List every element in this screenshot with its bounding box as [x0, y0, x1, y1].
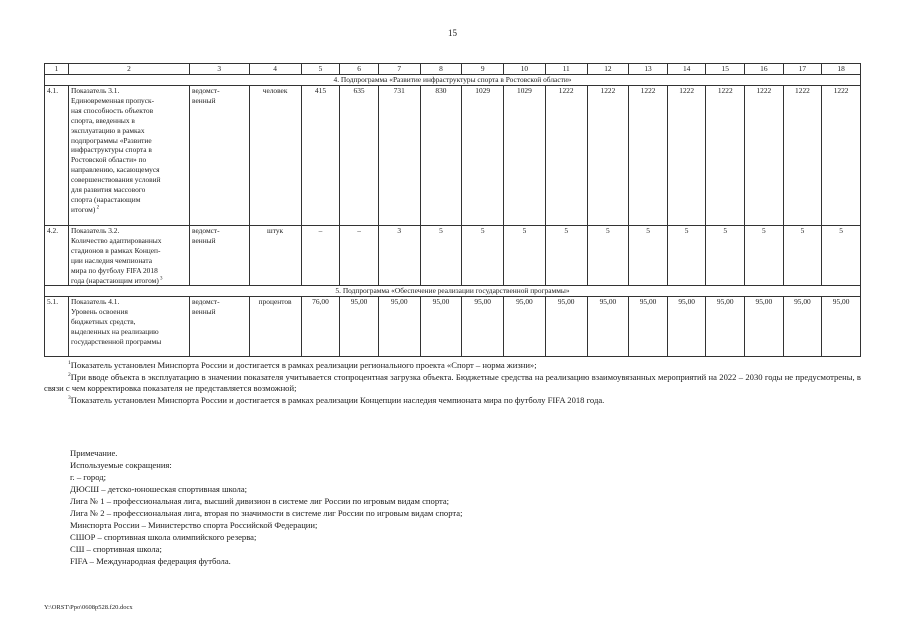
year-value: 415 — [301, 86, 340, 226]
unit: процентов — [249, 297, 301, 357]
name-line: бюджетных средств, — [71, 317, 136, 327]
year-value: – — [301, 226, 340, 286]
year-value: 1222 — [745, 86, 784, 226]
abbreviations-list — [70, 471, 860, 567]
footnote-mark: 2 — [68, 371, 71, 378]
column-number-3: 3 — [190, 64, 249, 75]
row-number: 5.1. — [45, 297, 69, 357]
table-row — [45, 297, 861, 357]
indicator-name — [69, 297, 190, 357]
row-number: 4.2. — [45, 226, 69, 286]
name-line: года (нарастающим итогом) $^3$ — [71, 275, 163, 285]
year-value: 5 — [706, 226, 745, 286]
indicator-type — [190, 297, 249, 357]
page-number: 15 — [448, 28, 457, 38]
column-number-4: 4 — [249, 64, 301, 75]
name-line: эксплуатацию в рамках — [71, 125, 145, 135]
name-line: стадионов в рамках Концеп- — [71, 245, 161, 255]
year-value: 95,00 — [706, 297, 745, 357]
year-value: 5 — [822, 226, 861, 286]
name-line: мира по футболу FIFA 2018 — [71, 265, 158, 275]
name-line: инфраструктуры спорта в — [71, 145, 152, 155]
footnote: $^1$Показатель установлен Минспорта России и достигается в рамках реализации регионального проекта «Спорт – норма жизни»; — [68, 360, 537, 370]
abbreviation-item: СШОР – спортивная школа олимпийского резерва; — [70, 532, 257, 542]
footnote-ref: 2 — [95, 205, 100, 211]
section-row — [45, 75, 861, 86]
unit: штук — [249, 226, 301, 286]
year-value: 5 — [667, 226, 706, 286]
name-line: Уровень освоения — [71, 307, 128, 317]
indicator-type — [190, 226, 249, 286]
name-line: направлению, касающемуся — [71, 165, 160, 175]
column-number-17: 17 — [783, 64, 822, 75]
column-number-13: 13 — [629, 64, 668, 75]
year-value: 830 — [420, 86, 462, 226]
year-value: 5 — [587, 226, 629, 286]
year-value: 731 — [378, 86, 420, 226]
year-value: 5 — [462, 226, 504, 286]
column-number-7: 7 — [378, 64, 420, 75]
column-number-2: 2 — [69, 64, 190, 75]
year-value: 1029 — [504, 86, 546, 226]
year-value: 1222 — [667, 86, 706, 226]
year-value: 1222 — [545, 86, 587, 226]
footnote-mark: 1 — [68, 360, 71, 367]
column-number-14: 14 — [667, 64, 706, 75]
year-value: 95,00 — [462, 297, 504, 357]
column-numbers-row — [45, 64, 861, 75]
type-line: венный — [192, 235, 216, 245]
notes-subheading: Используемые сокращения: — [70, 460, 172, 470]
section-title: 5. Подпрограмма «Обеспечение реализации государственной программы» — [45, 286, 861, 297]
column-number-16: 16 — [745, 64, 784, 75]
name-line: совершенствования условий — [71, 175, 161, 185]
year-value: 95,00 — [745, 297, 784, 357]
indicators-table — [44, 63, 861, 357]
column-number-8: 8 — [420, 64, 462, 75]
abbreviation-item: Лига № 2 – профессиональная лига, вторая по значимости в системе лиг России по игровым видам спорта; — [70, 508, 463, 518]
abbreviation-item: ДЮСШ – детско-юношеская спортивная школа; — [70, 484, 248, 494]
type-line: ведомст- — [192, 226, 220, 235]
column-number-9: 9 — [462, 64, 504, 75]
year-value: 95,00 — [378, 297, 420, 357]
column-number-18: 18 — [822, 64, 861, 75]
name-line: итогом) $^2$ — [71, 204, 100, 214]
year-value: – — [340, 226, 379, 286]
footnote-mark: 3 — [68, 394, 71, 401]
year-value: 95,00 — [783, 297, 822, 357]
year-value: 95,00 — [420, 297, 462, 357]
name-line: выделенных на реализацию — [71, 327, 159, 337]
year-value: 5 — [745, 226, 784, 286]
year-value: 5 — [629, 226, 668, 286]
name-line: государственной программы — [71, 337, 162, 347]
footnote-ref: 3 — [158, 276, 163, 282]
year-value: 95,00 — [587, 297, 629, 357]
section-row — [45, 286, 861, 297]
year-value: 95,00 — [629, 297, 668, 357]
year-value: 76,00 — [301, 297, 340, 357]
year-value: 1222 — [783, 86, 822, 226]
table-row — [45, 86, 861, 226]
row-number: 4.1. — [45, 86, 69, 226]
footnote: $^3$Показатель установлен Минспорта России и достигается в рамках реализации Концепции наследия чемпионата мира по футболу FIFA 2018 года. — [68, 394, 605, 405]
table-row — [45, 226, 861, 286]
year-value: 5 — [783, 226, 822, 286]
name-line: для развития массового — [71, 185, 146, 195]
indicator-name — [69, 226, 190, 286]
year-value: 1029 — [462, 86, 504, 226]
table-body — [45, 64, 861, 357]
name-line: Количество адаптированных — [71, 235, 162, 245]
name-line: спорта, введенных в — [71, 115, 135, 125]
column-number-5: 5 — [301, 64, 340, 75]
indicator-type — [190, 86, 249, 226]
year-value: 95,00 — [545, 297, 587, 357]
abbreviation-item: Лига № 1 – профессиональная лига, высший дивизион в системе лиг России по игровым видам спорта; — [70, 496, 450, 506]
column-number-11: 11 — [545, 64, 587, 75]
name-line: Ростовской области» по — [71, 155, 147, 165]
column-number-12: 12 — [587, 64, 629, 75]
footnote: $^2$При вводе объекта в эксплуатацию в значении показателя учитывается стопроцентная загрузка объекта. Бюджетные средства на реализацию взаимоувязанных мероприятий на 2022 – 2030 годы не предусмотрены, в связи с чем корректировка показателя не представляется возможной; — [44, 371, 861, 393]
name-line: Показатель 3.1. — [71, 86, 120, 95]
name-line: Показатель 4.1. — [71, 297, 120, 307]
year-value: 3 — [378, 226, 420, 286]
abbreviation-item: FIFA – Международная федерация футбола. — [70, 556, 231, 566]
file-path: Y:\ORST\Ppo\0608p528.f20.docx — [44, 604, 133, 611]
indicator-name — [69, 86, 190, 226]
column-number-10: 10 — [504, 64, 546, 75]
name-line: ции наследия чемпионата — [71, 255, 152, 265]
column-number-1: 1 — [45, 64, 69, 75]
type-line: венный — [192, 95, 216, 105]
column-number-15: 15 — [706, 64, 745, 75]
year-value: 95,00 — [667, 297, 706, 357]
year-value: 5 — [420, 226, 462, 286]
year-value: 5 — [545, 226, 587, 286]
type-line: венный — [192, 307, 216, 317]
name-line: Единовременная пропуск- — [71, 95, 155, 105]
abbreviation-item: г. – город; — [70, 472, 107, 482]
notes-block — [70, 447, 860, 567]
year-value: 95,00 — [340, 297, 379, 357]
section-title: 4. Подпрограмма «Развитие инфраструктуры спорта в Ростовской области» — [45, 75, 861, 86]
year-value: 1222 — [822, 86, 861, 226]
abbreviation-item: Минспорта России – Министерство спорта Российской Федерации; — [70, 520, 318, 530]
name-line: подпрограммы «Развитие — [71, 135, 152, 145]
year-value: 95,00 — [504, 297, 546, 357]
year-value: 5 — [504, 226, 546, 286]
footnotes — [44, 360, 861, 406]
notes-heading: Примечание. — [70, 448, 118, 458]
year-value: 95,00 — [822, 297, 861, 357]
year-value: 1222 — [629, 86, 668, 226]
unit: человек — [249, 86, 301, 226]
year-value: 1222 — [706, 86, 745, 226]
column-number-6: 6 — [340, 64, 379, 75]
type-line: ведомст- — [192, 297, 220, 307]
year-value: 635 — [340, 86, 379, 226]
year-value: 1222 — [587, 86, 629, 226]
abbreviation-item: СШ – спортивная школа; — [70, 544, 162, 554]
name-line: ная способность объектов — [71, 105, 154, 115]
type-line: ведомст- — [192, 86, 220, 95]
name-line: спорта (нарастающим — [71, 194, 141, 204]
name-line: Показатель 3.2. — [71, 226, 120, 235]
